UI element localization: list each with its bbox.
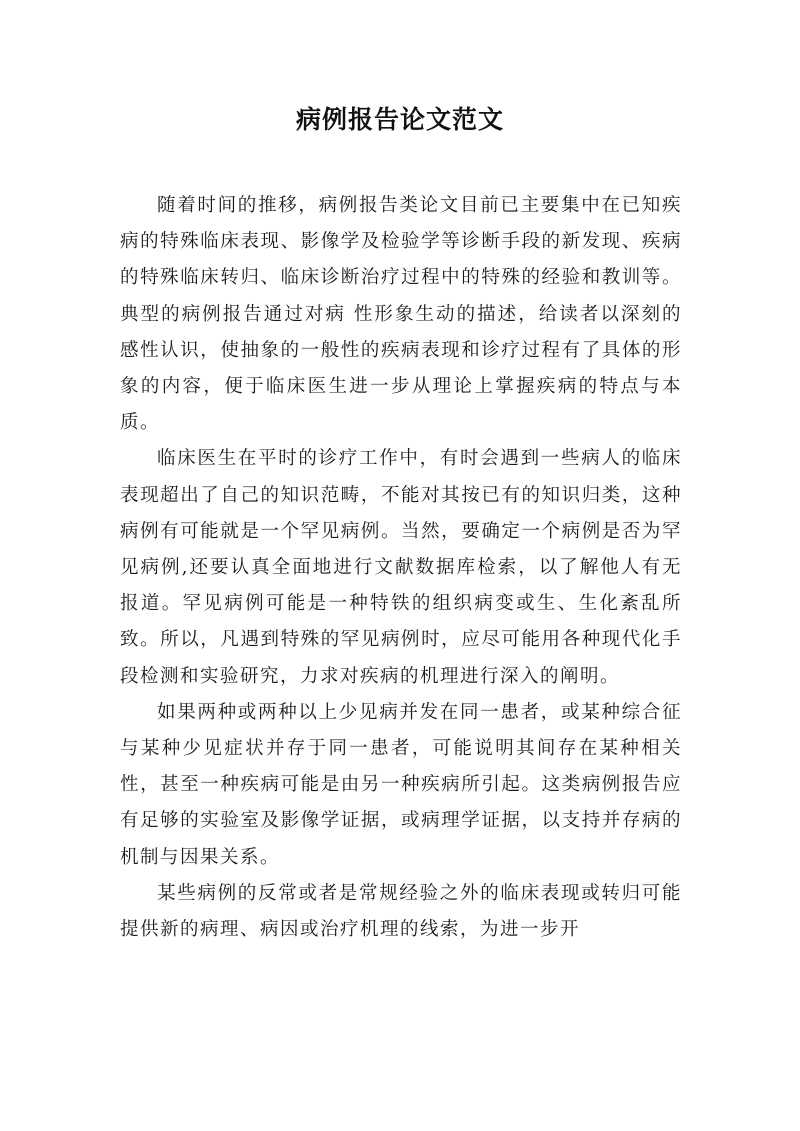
paragraph: 临床医生在平时的诊疗工作中，有时会遇到一些病人的临床表现超出了自己的知识范畴，不能对其按已有的知识归类，这种病例有可能就是一个罕见病例。当然，要确定一个病例是否为罕见病例,还要认真全面地进行文献数据库检索，以了解他人有无报道。罕见病例可能是一种特铁的组织病变或生、生化紊乱所致。所以，凡遇到特殊的罕见病例时，应尽可能用各种现代化手段检测和实验研究，力求对疾病的机理进行深入的阐明。	[120, 448, 682, 687]
paragraph: 某些病例的反常或者是常规经验之外的临床表现或转归可能提供新的病理、病因或治疗机理的线索，为进一步开	[120, 882, 682, 941]
paragraph: 如果两种或两种以上少见病并发在同一患者，或某种综合征与某种少见症状并存于同一患者，可能说明其间存在某种相关性，甚至一种疾病可能是由另一种疾病所引起。这类病例报告应有足够的实验室及影像学证据，或病理学证据，以支持并存病的机制与因果关系。	[120, 701, 682, 868]
paragraph: 随着时间的推移，病例报告类论文目前已主要集中在已知疾病的特殊临床表现、影像学及检验学等诊断手段的新发现、疾病的特殊临床转归、临床诊断治疗过程中的特殊的经验和教训等。典型的病例报告通过对病 性形象生动的描述，给读者以深刻的感性认识，使抽象的一般性的疾病表现和诊疗过程有了具体的形象的内容，便于临床医生进一步从理论上掌握疾病的特点与本质。	[120, 195, 682, 434]
document-body	[120, 188, 682, 948]
page-title: 病例报告论文范文	[295, 105, 504, 134]
